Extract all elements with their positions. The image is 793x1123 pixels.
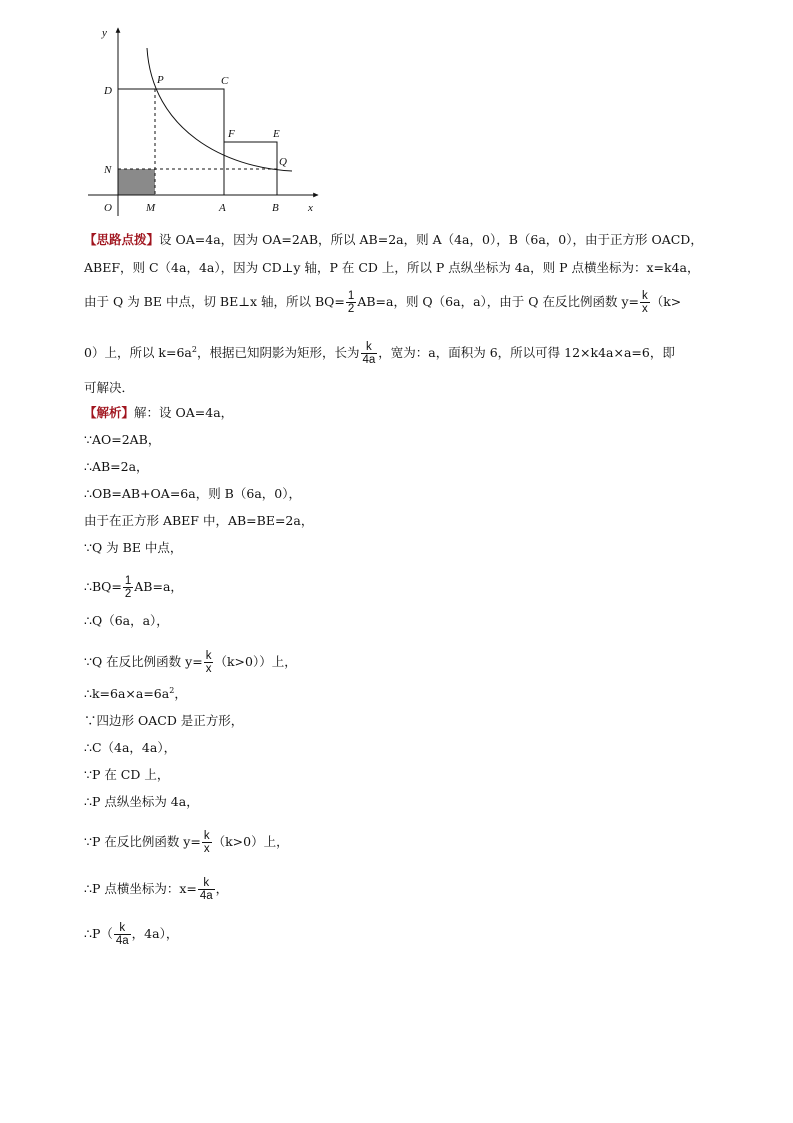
fraction-k-over-4a: $\frac{k}{4a}$	[115, 922, 129, 947]
label-m: M	[146, 202, 156, 214]
label-x: x	[308, 202, 313, 214]
fraction-half: $\frac{1}{2}$	[347, 290, 355, 315]
hint-line-1: 【思路点拨】设 OA=4a，因为 OA=2AB，所以 AB=2a，则 A（4a，0），B（6a，0），由于正方形 OACD，	[84, 232, 703, 247]
solution-tag: 【解析】	[84, 405, 135, 420]
fraction-half: $\frac{1}{2}$	[124, 575, 132, 600]
fraction-k-over-x: $\frac{k}{x}$	[203, 830, 210, 855]
fraction-k-over-4a: $\frac{k}{4a}$	[199, 877, 213, 902]
hint-line-2: ABEF，则 C（4a，4a），因为 CD⊥y 轴，P 在 CD 上，所以 P 点纵坐标为 4a，则 P 点横坐标为：x=k4a，	[84, 260, 700, 275]
solution-line-11: ∵四边形 OACD 是正方形，	[84, 713, 244, 728]
solution-line-5: 由于在正方形 ABEF 中，AB=BE=2a，	[84, 513, 314, 528]
fraction-k-over-4a: $\frac{k}{4a}$	[362, 341, 376, 366]
solution-line-12: ∴C（4a，4a），	[84, 740, 177, 755]
hint-line-4: 0）上，所以 $k=6a^2$，根据已知阴影为矩形，长为 $\frac{k}{4a}$ ，宽为：a，面积为 6，所以可得 12×k4a×a=6，即	[84, 341, 675, 366]
shaded-rectangle	[118, 169, 155, 195]
solution-line-10: $\therefore k=6a\times a=6a^2$，	[84, 685, 187, 701]
label-f: F	[228, 128, 235, 140]
solution-line-13: ∵P 在 CD 上，	[84, 767, 170, 782]
solution-line-6: ∵Q 为 BE 中点，	[84, 540, 183, 555]
hyperbola-curve	[147, 48, 292, 171]
label-n: N	[104, 164, 112, 176]
fraction-k-over-x: $\frac{k}{x}$	[641, 290, 648, 315]
label-q: Q	[279, 156, 287, 168]
solution-line-7: ∴BQ= $\frac{1}{2}$ AB=a，	[84, 575, 183, 600]
label-p: P	[157, 74, 164, 86]
solution-line-2: ∵AO=2AB，	[84, 432, 161, 447]
label-y: y	[102, 27, 107, 39]
label-a: A	[219, 202, 226, 214]
solution-line-14: ∴P 点纵坐标为 4a，	[84, 794, 199, 809]
label-o: O	[104, 202, 112, 214]
solution-line-3: ∴AB=2a，	[84, 459, 149, 474]
solution-line-1: 【解析】解：设 OA=4a，	[84, 405, 234, 420]
label-b: B	[272, 202, 279, 214]
label-c: C	[221, 75, 229, 87]
label-e: E	[273, 128, 280, 140]
solution-line-16: ∴P 点横坐标为：x= $\frac{k}{4a}$ ，	[84, 877, 229, 902]
hint-tag: 【思路点拨】	[84, 232, 160, 247]
solution-line-4: ∴OB=AB+OA=6a，则 B（6a，0），	[84, 486, 301, 501]
hint-line-5: 可解决．	[84, 380, 135, 395]
coordinate-figure	[80, 20, 330, 220]
hint-line-3: 由于 Q 为 BE 中点，切 BE⊥x 轴，所以 BQ= $\frac{1}{2}$ AB=a，则 Q（6a，a），由于 Q 在反比例函数 y= $\frac{k}{x}$ （k>	[84, 290, 682, 315]
solution-line-9: ∵Q 在反比例函数 y= $\frac{k}{x}$ （k>0））上，	[84, 650, 297, 675]
label-d: D	[104, 85, 112, 97]
fraction-k-over-x: $\frac{k}{x}$	[205, 650, 212, 675]
solution-line-8: ∴Q（6a，a），	[84, 613, 169, 628]
solution-line-17: ∴P（ $\frac{k}{4a}$ ，4a），	[84, 922, 179, 947]
solution-line-15: ∵P 在反比例函数 y= $\frac{k}{x}$ （k>0）上，	[84, 830, 289, 855]
